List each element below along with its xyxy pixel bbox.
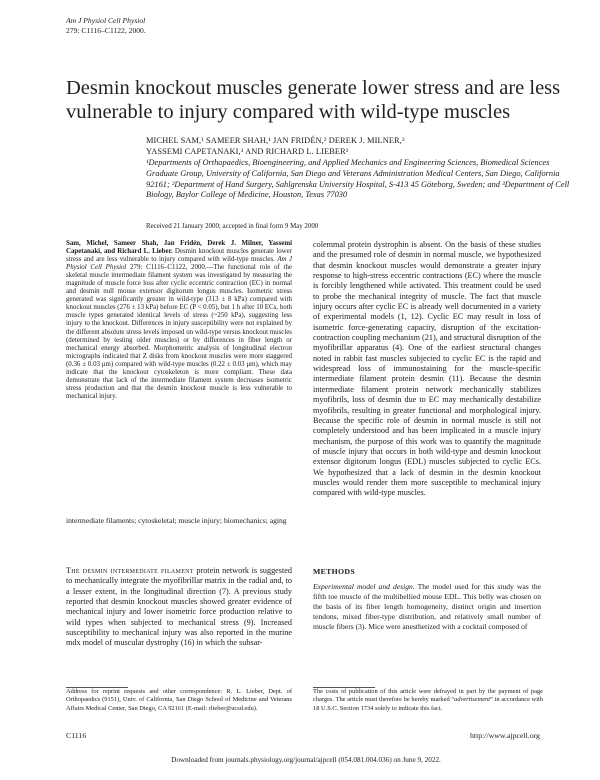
abstract-body: The functional role of the skeletal muscle intermediate filament system was investigated by measuring the magnitude of muscle force loss after cyclic eccentric contraction (EC) in normal and desmin null mouse extensor digitorum longus muscles. Isometric stress generated was significantly greater in wild-type (313 ± 8 kPa) compared with knockout muscles (276 ± 13 kPa) before EC (P < 0.05), but 1 h after 10 ECs, both muscle types generated identical levels of stress (~250 kPa), suggesting less injury to the knockout. Differences in injury susceptibility were not explained by the different absolute stress levels imposed on wild-type versus knockout muscles (determined by testing older muscles) or by differences in fiber length or mechanical energy absorbed. Morphometric analysis of longitudinal electron micrographs indicated that Z disks from knockout muscles were more staggered (0.36 ± 0.03 μm) compared with wild-type muscles (0.22 ± 0.03 μm), which may indicate that the knockout cytoskeleton is more compliant. These data demonstrate that lack of the intermediate filament system decreases isometric stress production and that the desmin knockout muscle is less vulnerable to mechanical injury.	[66, 264, 292, 400]
intro-lead: The desmin intermediate filament	[66, 566, 194, 575]
intro-left-text: protein network is suggested to mechanically integrate the myofibrillar matrix in the radial and, to a lesser extent, in the longitudinal direction (7). A previous study reported that desmin knockout muscles showed greater evidence of mechanical injury and lower isometric force production relative to wild types when subjected to mechanical stress (9). Increased susceptibility to mechanical injury was also reported in the murine mdx model of muscular dystrophy (16) in which the subsar-	[66, 566, 292, 648]
intro-left-column	[66, 566, 292, 649]
received-dates: Received 21 January 2000; accepted in final form 9 May 2000	[146, 223, 319, 230]
correspondence-footnote: Address for reprint requests and other correspondence: R. L. Lieber, Dept. of Orthopaedics (9151), Univ. of California, San Diego School of Medicine and Veterans Affairs Medical Center, San Diego, CA 92161 (E-mail: rlieber@ucsd.edu).	[66, 688, 292, 712]
footnote-text-pre: The costs of publication of this article were defrayed in part by the payment of page charges. The article must therefore be hereby marked “	[313, 688, 543, 704]
keywords: intermediate filaments; cytoskeletal; muscle injury; biomechanics; aging	[66, 516, 287, 525]
download-notice: Downloaded from journals.physiology.org/journal/ajpcell (054.081.004.036) on June 9, 2022.	[171, 756, 441, 764]
methods-subheading: Experimental model and design.	[313, 582, 415, 591]
author-list	[146, 136, 566, 157]
footnote-text-post: ” in accordance with 18 U.S.C. Section 1734 solely to indicate this fact.	[313, 696, 543, 712]
abstract-cite-authors: Sam, Michel, Sameer Shah, Jan Fridén, Derek J. Milner, Yassemi Capetanaki, and Richard L. Lieber.	[66, 240, 292, 256]
methods-body: The model used for this study was the fifth toe muscle of the multibellied mouse EDL. This belly was chosen on the basis of its fiber length homogeneity, distinct origin and insertion tendons, mixed fiber-type distribution, and relatively small number of muscle fibers (3). Mice were anesthetized with a cocktail composed of	[313, 582, 542, 631]
abstract-cite-pages: 279: C1116–C1122, 2000.—	[126, 264, 214, 272]
methods-heading: METHODS	[313, 567, 355, 576]
publication-cost-footnote	[313, 688, 543, 713]
abstract	[66, 240, 292, 401]
intro-right-column: colemmal protein dystrophin is absent. On the basis of these studies and the presumed role of desmin in normal muscle, we hypothesized that desmin knockout muscles would demonstrate a greater injury response to high-stress eccentric contractions (EC) where the muscle is forcibly lengthened while activated. This treatment could be used to probe the mechanical integrity of muscle. The fact that muscle injury occurs after cyclic EC is already well documented in a variety of experimental models (1, 12). Cyclic EC may result in loss of isometric force-generating capacity, disruption of the excitation-contraction coupling mechanism (21), and structural disruption of the myofibrillar apparatus (4). One of the earliest structural changes noted in rabbit fast muscles subjected to cyclic EC is the rapid and widespread loss of immunostaining for the muscle-specific intermediate filament protein desmin (11). Because the desmin intermediate filament protein network mechanically stabilizes myofibrils, loss of desmin due to EC may mechanically destabilize myofibrils, resulting in greater functional and morphological injury. Because the specific role of desmin in normal muscle is still not completely understood and has been implicated in a muscle injury mechanism, the purpose of this work was to quantify the magnitude of muscle injury that occurs in both wild-type and desmin knockout extensor digitorum longus (EDL) muscles subjected to cyclic ECs. We hypothesized that a lack of desmin in the desmin knockout muscles would render them more susceptible to mechanical injury compared with wild-type muscles.	[313, 240, 541, 498]
journal-name: Am J Physiol Cell Physiol	[66, 16, 146, 25]
abstract-cite-journal: Am J Physiol Cell Physiol	[66, 256, 292, 272]
author-line-1: MICHEL SAM,¹ SAMEER SHAH,¹ JAN FRIDÉN,² DEREK J. MILNER,³	[146, 136, 405, 145]
footnote-text-italic: advertisement	[454, 696, 491, 704]
methods-text	[313, 582, 541, 632]
journal-url[interactable]: http://www.ajpcell.org	[470, 731, 540, 740]
abstract-cite-title: Desmin knockout muscles generate lower stress and are less vulnerable to injury compared with wild-type muscles.	[66, 248, 293, 264]
page-number: C1116	[66, 731, 87, 740]
article-title: Desmin knockout muscles generate lower stress and are less vulnerable to injury compared with wild-type muscles	[66, 77, 561, 123]
journal-citation: 279: C1116–C1122, 2000.	[66, 26, 146, 35]
author-line-2: YASSEMI CAPETANAKI,³ AND RICHARD L. LIEBER¹	[146, 146, 349, 156]
journal-header	[66, 16, 146, 36]
affiliations: ¹Departments of Orthopaedics, Bioengineering, and Applied Mechanics and Engineering Sciences, Biomedical Sciences Graduate Group, University of California, San Diego and Veterans Administration Medical Centers, San Diego, California 92161; ²Department of Hand Surgery, Sahlgrenska University Hospital, S-413 45 Göteborg, Sweden; and ³Department of Cell Biology, Baylor College of Medicine, Houston, Texas 77030	[146, 158, 570, 200]
